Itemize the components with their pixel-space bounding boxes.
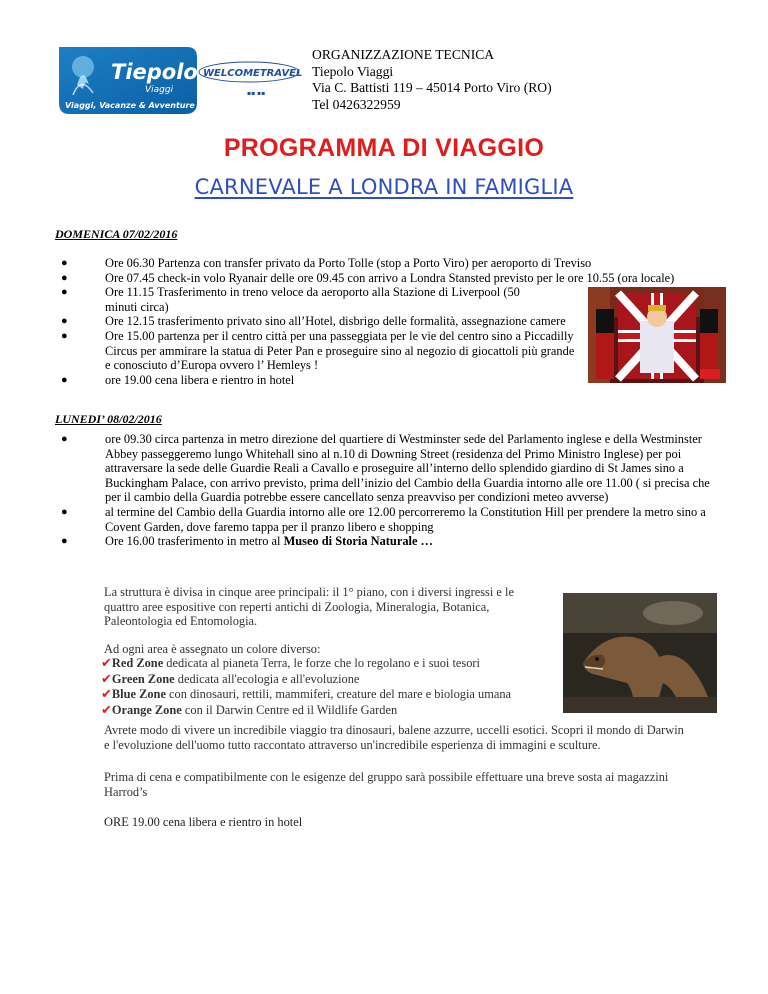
harrods-note: Prima di cena e compatibilmente con le esigenze del gruppo sarà possibile effettuare una breve sosta ai magazzini Harrod’s (104, 770, 669, 799)
zone-item: ✔Orange Zone con il Darwin Centre ed il Wildlife Garden (101, 702, 398, 718)
list-item: ● al termine del Cambio della Guardia intorno alle ore 12.00 percorreremo la Constitution Hill per prendere la metro sino a Covent Garden, dove faremo tappa per il pranzo libero e shopping (61, 504, 706, 534)
zone-item: ✔Green Zone dedicata all'ecologia e all'evoluzione (101, 671, 360, 687)
day1-heading: DOMENICA 07/02/2016 (55, 227, 178, 241)
list-item: ● Ore 12.15 trasferimento privato sino all’Hotel, disbrigo delle formalità, assegnazione camere (61, 314, 566, 329)
bullet-icon: ● (61, 505, 68, 518)
bullet-icon: ● (61, 315, 68, 328)
museum-name: Museo di Storia Naturale … (283, 534, 433, 549)
org-line: Tel 0426322959 (312, 96, 401, 112)
check-icon: ✔ (101, 656, 112, 671)
zones-list (101, 656, 511, 718)
list-item: ● Ore 15.00 partenza per il centro città per una passeggiata per le vie del centro sino a Piccadilly Circus per ammirare la statua di Peter Pan e proseguire sino al negozio di giocattoli più grande e conosciuto d’Europa ovvero l’ Hemleys ! (61, 328, 575, 373)
page-title: PROGRAMMA DI VIAGGIO (223, 134, 545, 162)
bullet-icon: ● (61, 271, 68, 284)
list-item: ● ore 09.30 circa partenza in metro direzione del quartiere di Westminster sede del Parlamento inglese e della Westminster Abbey passeggeremo lungo Whitehall sino al n.10 di Downing Street (residenza del Primo Ministro Inglese) per poi attraversare la sede delle Guardie Reali a Cavallo e proseguire all’interno dello splendido giardino di St James sino a Buckingham Palace, con arrivo previsto, prima dell’inizio del Cambio della Guardia intorno alle ore 11.00 ( si precisa che per il cambio della Guardia potrebbe essere cancellato senza preavviso per condizioni meteo avverse) (61, 432, 710, 505)
organizer-info (312, 47, 552, 113)
museum-intro: La struttura è divisa in cinque aree principali: il 1° piano, con i diversi ingressi e le quattro aree espositive con reperti antichi di Zoologia, Mineralogia, Botanica, Paleontologia ed Entomologia. (104, 585, 514, 629)
bullet-icon: ● (61, 329, 68, 342)
bullet-icon: ● (61, 535, 68, 548)
dinosaur-photo (563, 593, 717, 713)
day2-list (59, 432, 721, 549)
partner-logo: WELCOMETRAVEL (203, 68, 303, 79)
org-line: ORGANIZZAZIONE TECNICA (312, 47, 495, 62)
bullet-icon: ● (61, 286, 68, 299)
day2-heading: LUNEDI’ 08/02/2016 (55, 412, 162, 426)
check-icon: ✔ (101, 702, 112, 718)
zone-item: ✔Red Zone dedicata al pianeta Terra, le forze che lo regolano e i suoi tesori (101, 656, 480, 671)
list-item: ● Ore 07.45 check-in volo Ryanair delle ore 09.45 con arrivo a Londra Stansted previsto per le ore 10.55 (ora locale) (61, 270, 675, 285)
list-item: ● ore 19.00 cena libera e rientro in hotel (61, 372, 295, 387)
museum-outro: Avrete modo di vivere un incredibile viaggio tra dinosauri, balene azzurre, uccelli esotici. Scopri il mondo di Darwin e l'evoluzione dell'uomo tutto raccontato attraverso un'incredibile esperienza di immagini e sculture. (104, 723, 684, 752)
list-item: ● Ore 16.00 trasferimento in metro al Museo di Storia Naturale … (61, 534, 433, 549)
bullet-icon: ● (61, 373, 68, 386)
closing-line: ORE 19.00 cena libera e rientro in hotel (104, 815, 303, 829)
tiepolo-logo (55, 45, 303, 116)
bullet-icon: ● (61, 257, 68, 269)
list-item: ● Ore 06.30 Partenza con transfer privato da Porto Tolle (stop a Porto Viro) per aeroporto di Treviso (61, 256, 592, 270)
org-line: Via C. Battisti 119 – 45014 Porto Viro (RO) (312, 80, 552, 96)
bullet-icon: ● (61, 433, 68, 445)
zones-intro: Ad ogni area è assegnato un colore diverso: (104, 642, 321, 656)
zone-item: ✔Blue Zone con dinosauri, rettili, mammiferi, creature del mare e biologia umana (101, 687, 512, 703)
page-subtitle: CARNEVALE A LONDRA IN FAMIGLIA (194, 175, 574, 199)
check-icon: ✔ (101, 687, 112, 703)
svg-text:▪▪ ▪▪: ▪▪ ▪▪ (247, 90, 266, 97)
org-line: Tiepolo Viaggi (312, 63, 394, 79)
logo-sub: Viaggi (145, 85, 174, 95)
logo-tagline: Viaggi, Vacanze & Avventure (65, 101, 195, 110)
queen-lego-photo (588, 287, 726, 383)
list-item: ● Ore 11.15 Trasferimento in treno veloce da aeroporto alla Stazione di Liverpool (50 minuti circa) (61, 285, 520, 314)
check-icon: ✔ (101, 671, 112, 687)
logo-title: Tiepolo (111, 60, 198, 84)
